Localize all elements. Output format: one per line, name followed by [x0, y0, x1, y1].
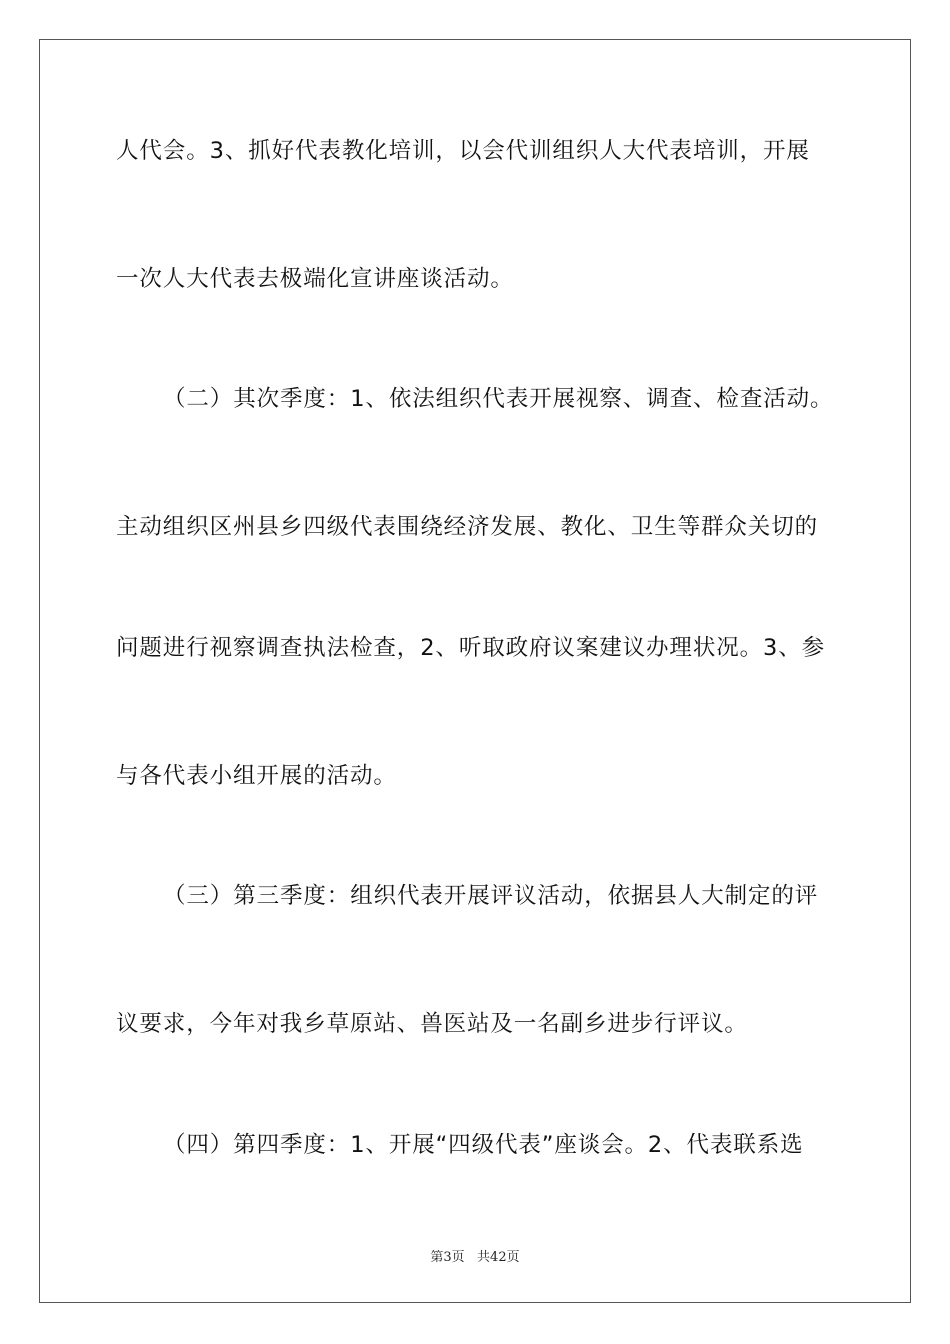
- paragraph-line: （三）第三季度：组织代表开展评议活动，依据县人大制定的评: [163, 883, 819, 909]
- paragraph-line: （四）第四季度：1、开展“四级代表”座谈会。2、代表联系选: [163, 1132, 804, 1158]
- paragraph-line: 人代会。3、抓好代表教化培训，以会代训组织人大代表培训，开展: [116, 138, 810, 164]
- paragraph-line: 主动组织区州县乡四级代表围绕经济发展、教化、卫生等群众关切的: [116, 514, 819, 540]
- paragraph-line: （二）其次季度：1、依法组织代表开展视察、调查、检查活动。: [163, 386, 834, 412]
- page-number-footer: 第3页 共42页: [430, 1250, 520, 1265]
- paragraph-line: 与各代表小组开展的活动。: [116, 763, 397, 789]
- paragraph-line: 议要求，今年对我乡草原站、兽医站及一名副乡进步行评议。: [116, 1011, 748, 1037]
- paragraph-line: 问题进行视察调查执法检查，2、听取政府议案建议办理状况。3、参: [116, 635, 826, 661]
- page-border: [39, 39, 911, 1303]
- paragraph-line: 一次人大代表去极端化宣讲座谈活动。: [116, 266, 514, 292]
